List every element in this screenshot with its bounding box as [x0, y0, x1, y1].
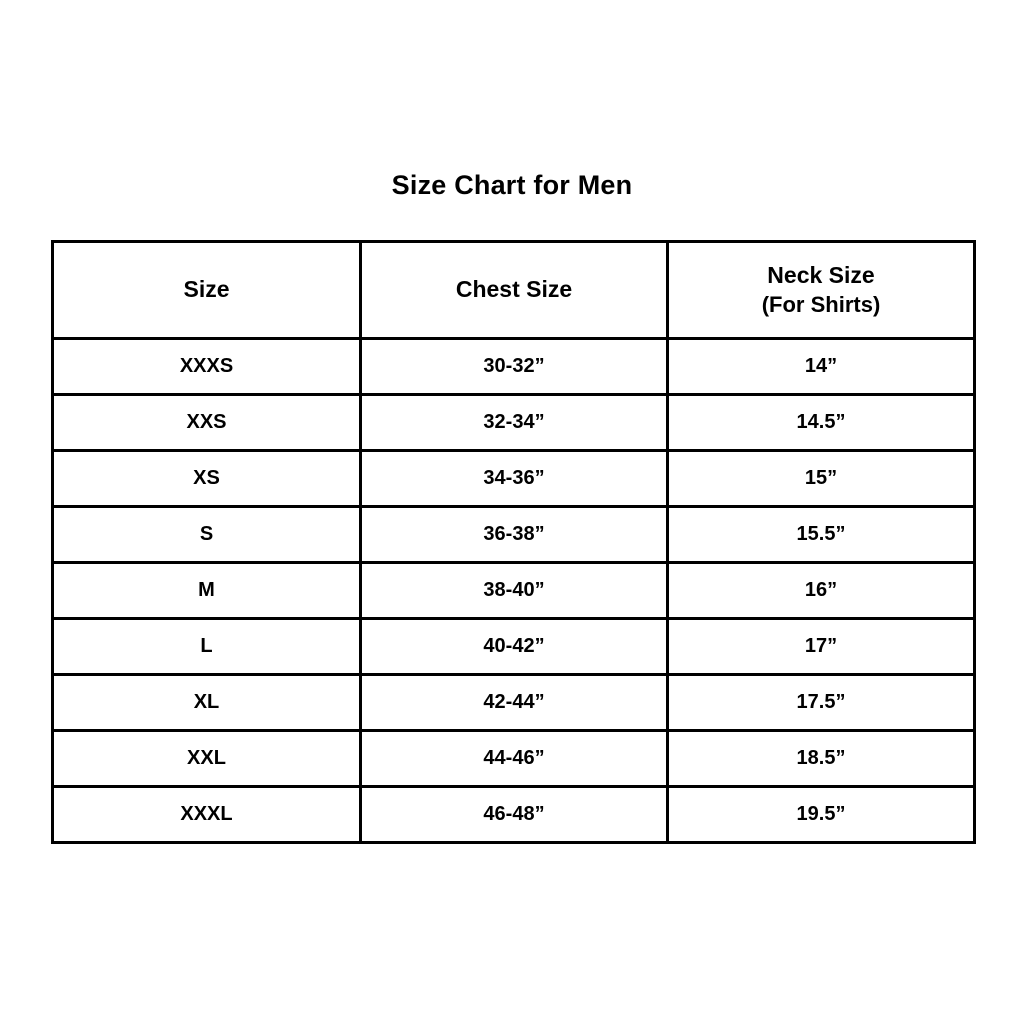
- column-header-chest-size-label: Chest Size: [455, 276, 573, 303]
- cell-chest: 40-42”: [361, 619, 668, 675]
- table-row: [53, 395, 975, 451]
- cell-chest: 34-36”: [361, 451, 668, 507]
- table-header: [53, 242, 975, 339]
- table-row: [53, 619, 975, 675]
- cell-neck: 15.5”: [668, 507, 975, 563]
- table-body: [53, 339, 975, 843]
- table-row: [53, 675, 975, 731]
- column-header-neck-size: [668, 242, 975, 339]
- column-header-neck-size-sublabel: (For Shirts): [761, 291, 881, 317]
- table-row: [53, 339, 975, 395]
- page-title: Size Chart for Men: [391, 170, 633, 200]
- table-row: [53, 731, 975, 787]
- cell-size: XL: [53, 675, 361, 731]
- cell-size: S: [53, 507, 361, 563]
- table-header-row: [53, 242, 975, 339]
- column-header-size: [53, 242, 361, 339]
- cell-size: XXS: [53, 395, 361, 451]
- cell-chest: 38-40”: [361, 563, 668, 619]
- cell-size: XXXS: [53, 339, 361, 395]
- cell-chest: 36-38”: [361, 507, 668, 563]
- table-row: [53, 451, 975, 507]
- cell-neck: 14”: [668, 339, 975, 395]
- cell-chest: 32-34”: [361, 395, 668, 451]
- cell-neck: 19.5”: [668, 787, 975, 843]
- cell-size: M: [53, 563, 361, 619]
- cell-chest: 30-32”: [361, 339, 668, 395]
- size-chart-table: [51, 240, 976, 844]
- column-header-chest-size: [361, 242, 668, 339]
- cell-neck: 16”: [668, 563, 975, 619]
- cell-neck: 17”: [668, 619, 975, 675]
- cell-size: L: [53, 619, 361, 675]
- table-row: [53, 507, 975, 563]
- table-row: [53, 563, 975, 619]
- cell-size: XXXL: [53, 787, 361, 843]
- cell-size: XS: [53, 451, 361, 507]
- cell-neck: 15”: [668, 451, 975, 507]
- cell-chest: 42-44”: [361, 675, 668, 731]
- cell-size: XXL: [53, 731, 361, 787]
- cell-chest: 44-46”: [361, 731, 668, 787]
- cell-chest: 46-48”: [361, 787, 668, 843]
- cell-neck: 17.5”: [668, 675, 975, 731]
- cell-neck: 18.5”: [668, 731, 975, 787]
- cell-neck: 14.5”: [668, 395, 975, 451]
- column-header-size-label: Size: [183, 276, 230, 303]
- column-header-neck-size-label: Neck Size: [767, 262, 875, 289]
- table-row: [53, 787, 975, 843]
